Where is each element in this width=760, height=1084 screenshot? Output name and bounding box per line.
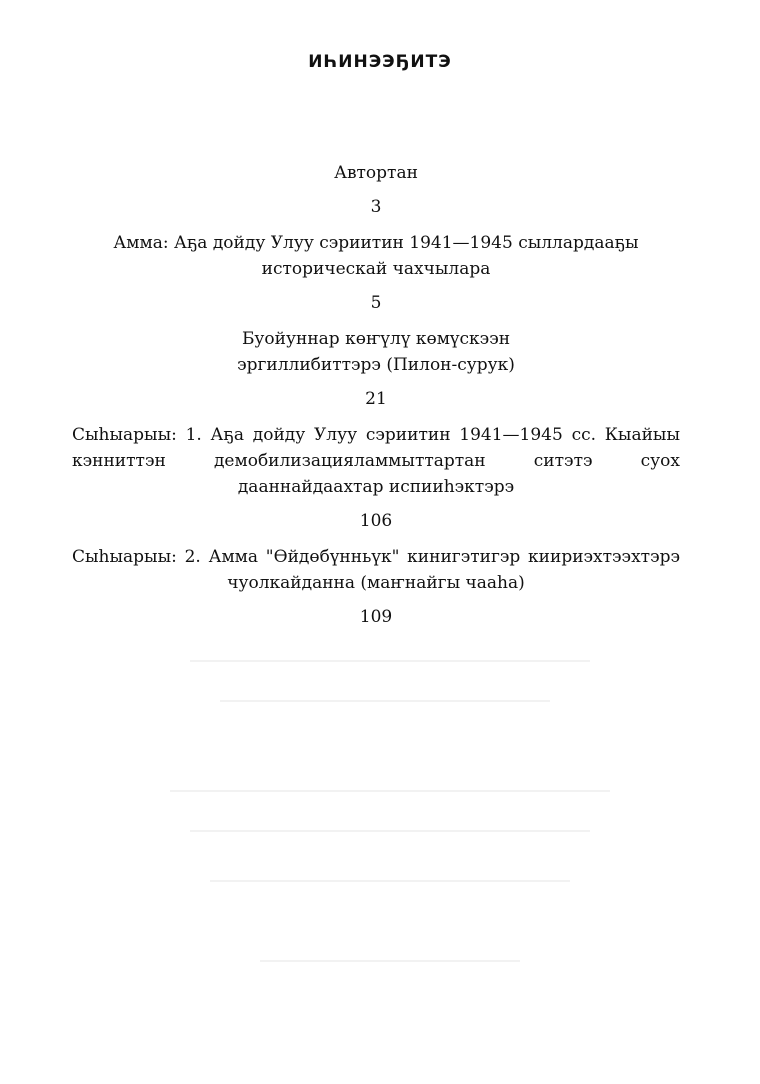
toc-entry-page: 5 (370, 293, 382, 313)
toc-entry-page: 106 (359, 511, 393, 531)
toc-entry-page: 3 (370, 197, 382, 217)
toc-entry (72, 160, 680, 220)
toc-entry-title: Сыһыарыы: 1. Аҕа дойду Улуу сэриитин 1941—1945 сс. Кыайыы кэнниттэн демобилизацияламмыттартан ситэтэ суох дааннайдаахтар испииһэктэрэ (72, 425, 680, 497)
toc-entry-title: Амма: Аҕа дойду Улуу сэриитин 1941—1945 сыллардааҕы историческай чахчылара (113, 233, 639, 279)
toc-entry-page: 109 (359, 607, 393, 627)
table-of-contents (72, 160, 680, 640)
page-title: ИҺИНЭЭҔИТЭ (308, 52, 452, 72)
toc-entry-title: Автортан (334, 163, 418, 183)
show-through-mark (260, 960, 520, 962)
show-through-mark (190, 660, 590, 662)
toc-entry (72, 544, 680, 630)
toc-entry (72, 326, 680, 412)
toc-entry (72, 230, 680, 316)
toc-entry (72, 422, 680, 534)
show-through-mark (190, 830, 590, 832)
toc-entry-title: Буойуннар көҥүлү көмүскээн эргиллибиттэрэ (Пилон-сурук) (237, 329, 515, 375)
show-through-mark (210, 880, 570, 882)
toc-entry-page: 21 (365, 389, 387, 409)
show-through-mark (170, 790, 610, 792)
toc-entry-title: Сыһыарыы: 2. Амма "Өйдөбүнньүк" кинигэтигэр киириэхтээхтэрэ чуолкайданна (маҥнайгы чааһа) (72, 547, 680, 593)
show-through-mark (220, 700, 550, 702)
